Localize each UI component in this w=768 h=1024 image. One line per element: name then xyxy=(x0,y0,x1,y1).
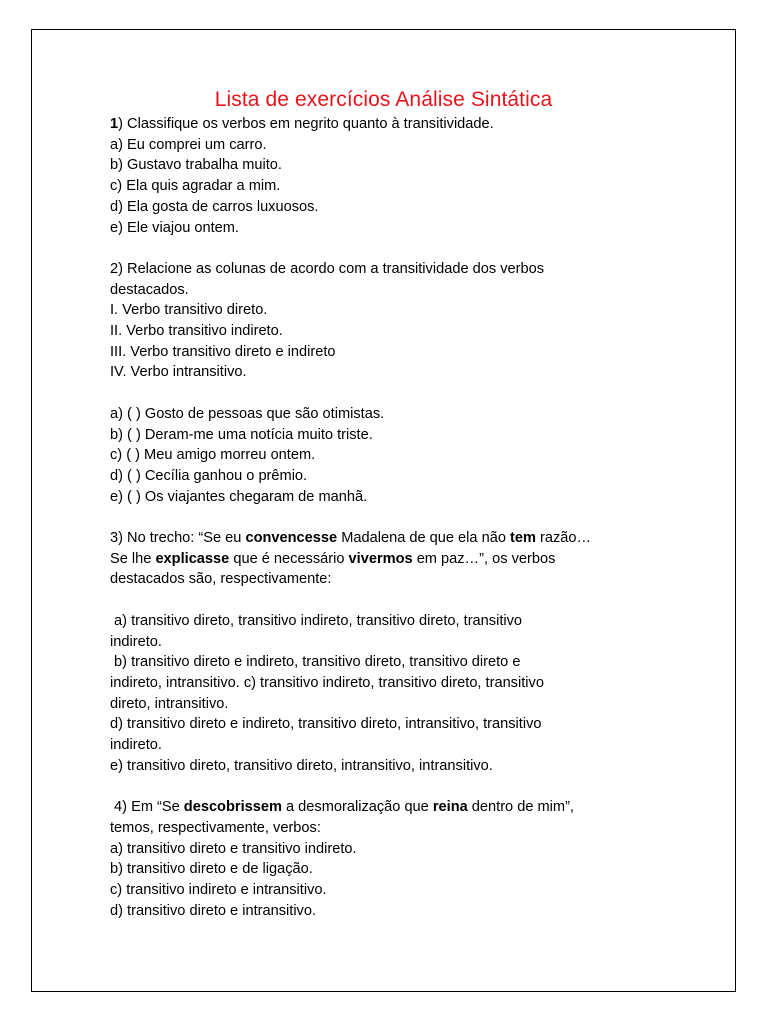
q1-number: 1 xyxy=(110,116,119,132)
q4-item-c: c) transitivo indireto e intransitivo. xyxy=(110,881,327,898)
q2-item-c: c) ( ) Meu amigo morreu ontem. xyxy=(110,447,316,464)
q3-option-a-line1: a) transitivo direto, transitivo indireto, transitivo direto, transitivo xyxy=(110,612,523,629)
q3-option-d-line2: indireto. xyxy=(110,737,162,754)
q1-item-e: e) Ele viajou ontem. xyxy=(110,219,239,236)
document-body xyxy=(110,114,670,921)
q4-item-a: a) transitivo direto e transitivo indireto. xyxy=(110,840,357,857)
q3-option-b-line2: indireto, intransitivo. c) transitivo indireto, transitivo direto, transitivo xyxy=(110,674,544,691)
q4-line1: 4) Em “Se descobrissem a desmoralização que reina dentro de mim”, xyxy=(110,799,574,816)
q2-column-iv: IV. Verbo intransitivo. xyxy=(110,364,247,381)
q1-item-b: b) Gustavo trabalha muito. xyxy=(110,157,282,174)
q3-line1: 3) No trecho: “Se eu convencesse Madalena de que ela não tem razão… xyxy=(110,530,592,547)
q3-option-b-line3: direto, intransitivo. xyxy=(110,695,229,712)
q1-prompt: 1) Classifique os verbos em negrito quanto à transitividade. xyxy=(110,116,494,132)
q3-option-a-line2: indireto. xyxy=(110,633,162,650)
q2-item-d: d) ( ) Cecília ganhou o prêmio. xyxy=(110,467,308,484)
q1-item-d: d) Ela gosta de carros luxuosos. xyxy=(110,198,319,215)
q4-item-d: d) transitivo direto e intransitivo. xyxy=(110,902,317,919)
q3-option-e: e) transitivo direto, transitivo direto, intransitivo, intransitivo. xyxy=(110,757,493,774)
q2-item-e: e) ( ) Os viajantes chegaram de manhã. xyxy=(110,488,368,505)
q2-column-ii: II. Verbo transitivo indireto. xyxy=(110,323,283,340)
q2-column-i: I. Verbo transitivo direto. xyxy=(110,302,268,319)
q2-item-a: a) ( ) Gosto de pessoas que são otimistas. xyxy=(110,405,385,422)
q1-item-a: a) Eu comprei um carro. xyxy=(110,136,267,153)
q2-prompt-line1: 2) Relacione as colunas de acordo com a transitividade dos verbos xyxy=(110,260,545,277)
document-title: Lista de exercícios Análise Sintática xyxy=(214,88,553,111)
document-page xyxy=(31,29,736,992)
q3-option-d-line1: d) transitivo direto e indireto, transitivo direto, intransitivo, transitivo xyxy=(110,716,542,733)
q2-item-b: b) ( ) Deram-me uma notícia muito triste. xyxy=(110,426,373,443)
q4-line2: temos, respectivamente, verbos: xyxy=(110,819,321,836)
q3-option-b-line1: b) transitivo direto e indireto, transitivo direto, transitivo direto e xyxy=(110,654,521,671)
q2-prompt-line2: destacados. xyxy=(110,281,189,298)
q2-column-iii: III. Verbo transitivo direto e indireto xyxy=(110,343,336,360)
q4-item-b: b) transitivo direto e de ligação. xyxy=(110,861,313,878)
q1-item-c: c) Ela quis agradar a mim. xyxy=(110,178,281,195)
q3-line2: Se lhe explicasse que é necessário vivermos em paz…”, os verbos xyxy=(110,550,556,567)
q3-line3: destacados são, respectivamente: xyxy=(110,571,332,588)
